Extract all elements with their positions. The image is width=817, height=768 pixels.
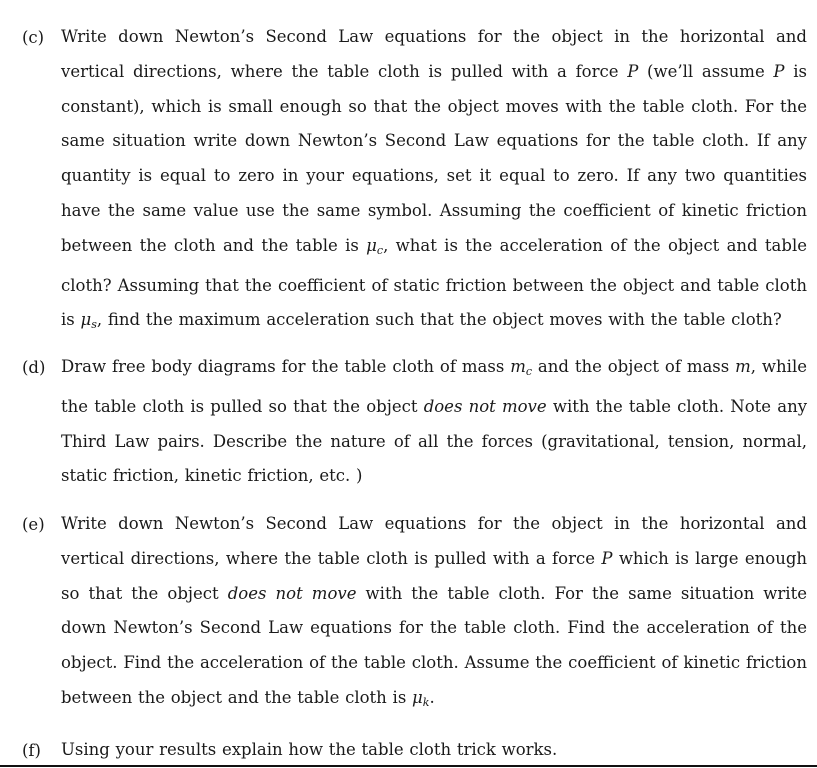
math-subscript: c xyxy=(525,365,533,378)
problem-part-e xyxy=(22,507,807,721)
part-label: (d) xyxy=(22,358,46,377)
part-label: (e) xyxy=(22,515,45,534)
math-symbol: μ xyxy=(412,687,423,707)
problem-part-d xyxy=(22,350,807,494)
part-text: Draw free body diagrams for the table cloth of mass $m_c$ and the object of mass m, while the table cloth is pulled so that the object does not move with the table cloth. Note any Third Law pairs. Describe the nature of all the forces (gravitational, tension, normal, static friction, kinetic friction, etc. ) xyxy=(61,357,808,486)
part-label: (f) xyxy=(22,741,41,760)
emphasized-text: does not move xyxy=(227,583,357,603)
math-symbol: P xyxy=(773,61,785,81)
math-subscript: c xyxy=(376,243,384,257)
math-symbol: m xyxy=(510,357,526,376)
problem-part-f xyxy=(22,733,807,768)
part-label: (c) xyxy=(22,28,45,47)
math-subscript: k xyxy=(422,695,430,709)
math-symbol: μ xyxy=(366,235,377,255)
math-symbol: P xyxy=(627,61,639,81)
part-text: Write down Newton’s Second Law equations for the object in the horizontal and vertical directions, where the table cloth is pulled with a force P (we’ll assume P is constant), which is small enough so that the object moves with the table cloth. For the same situation write down Newton’s Second Law equations for the table cloth. If any quantity is equal to zero in your equations, set it equal to zero. If any two quantities have the same value use the same symbol. Assuming the coefficient of kinetic friction between the cloth and the table is $\mu_c$, what is the acceleration of the object and table cloth? Assuming that the coefficient of static friction between the object and table cloth is $\mu_s$, find the maximum acceleration such that the object moves with the table cloth? xyxy=(61,27,807,332)
part-text: Write down Newton’s Second Law equations for the object in the horizontal and vertical directions, where the table cloth is pulled with a force P which is large enough so that the object does not move with the table cloth. For the same situation write down Newton’s Second Law equations for the table cloth. Find the acceleration of the object. Find the acceleration of the table cloth. Assume the coefficient of kinetic friction between the object and the table cloth is $\mu_k$. xyxy=(61,514,808,709)
problem-part-c xyxy=(22,20,807,343)
math-symbol: P xyxy=(601,548,613,568)
part-text: Using your results explain how the table cloth trick works. xyxy=(61,740,558,759)
math-symbol: μ xyxy=(80,310,92,330)
emphasized-text: does not move xyxy=(423,396,547,416)
math-subscript: s xyxy=(91,318,97,332)
math-symbol: m xyxy=(735,357,751,376)
